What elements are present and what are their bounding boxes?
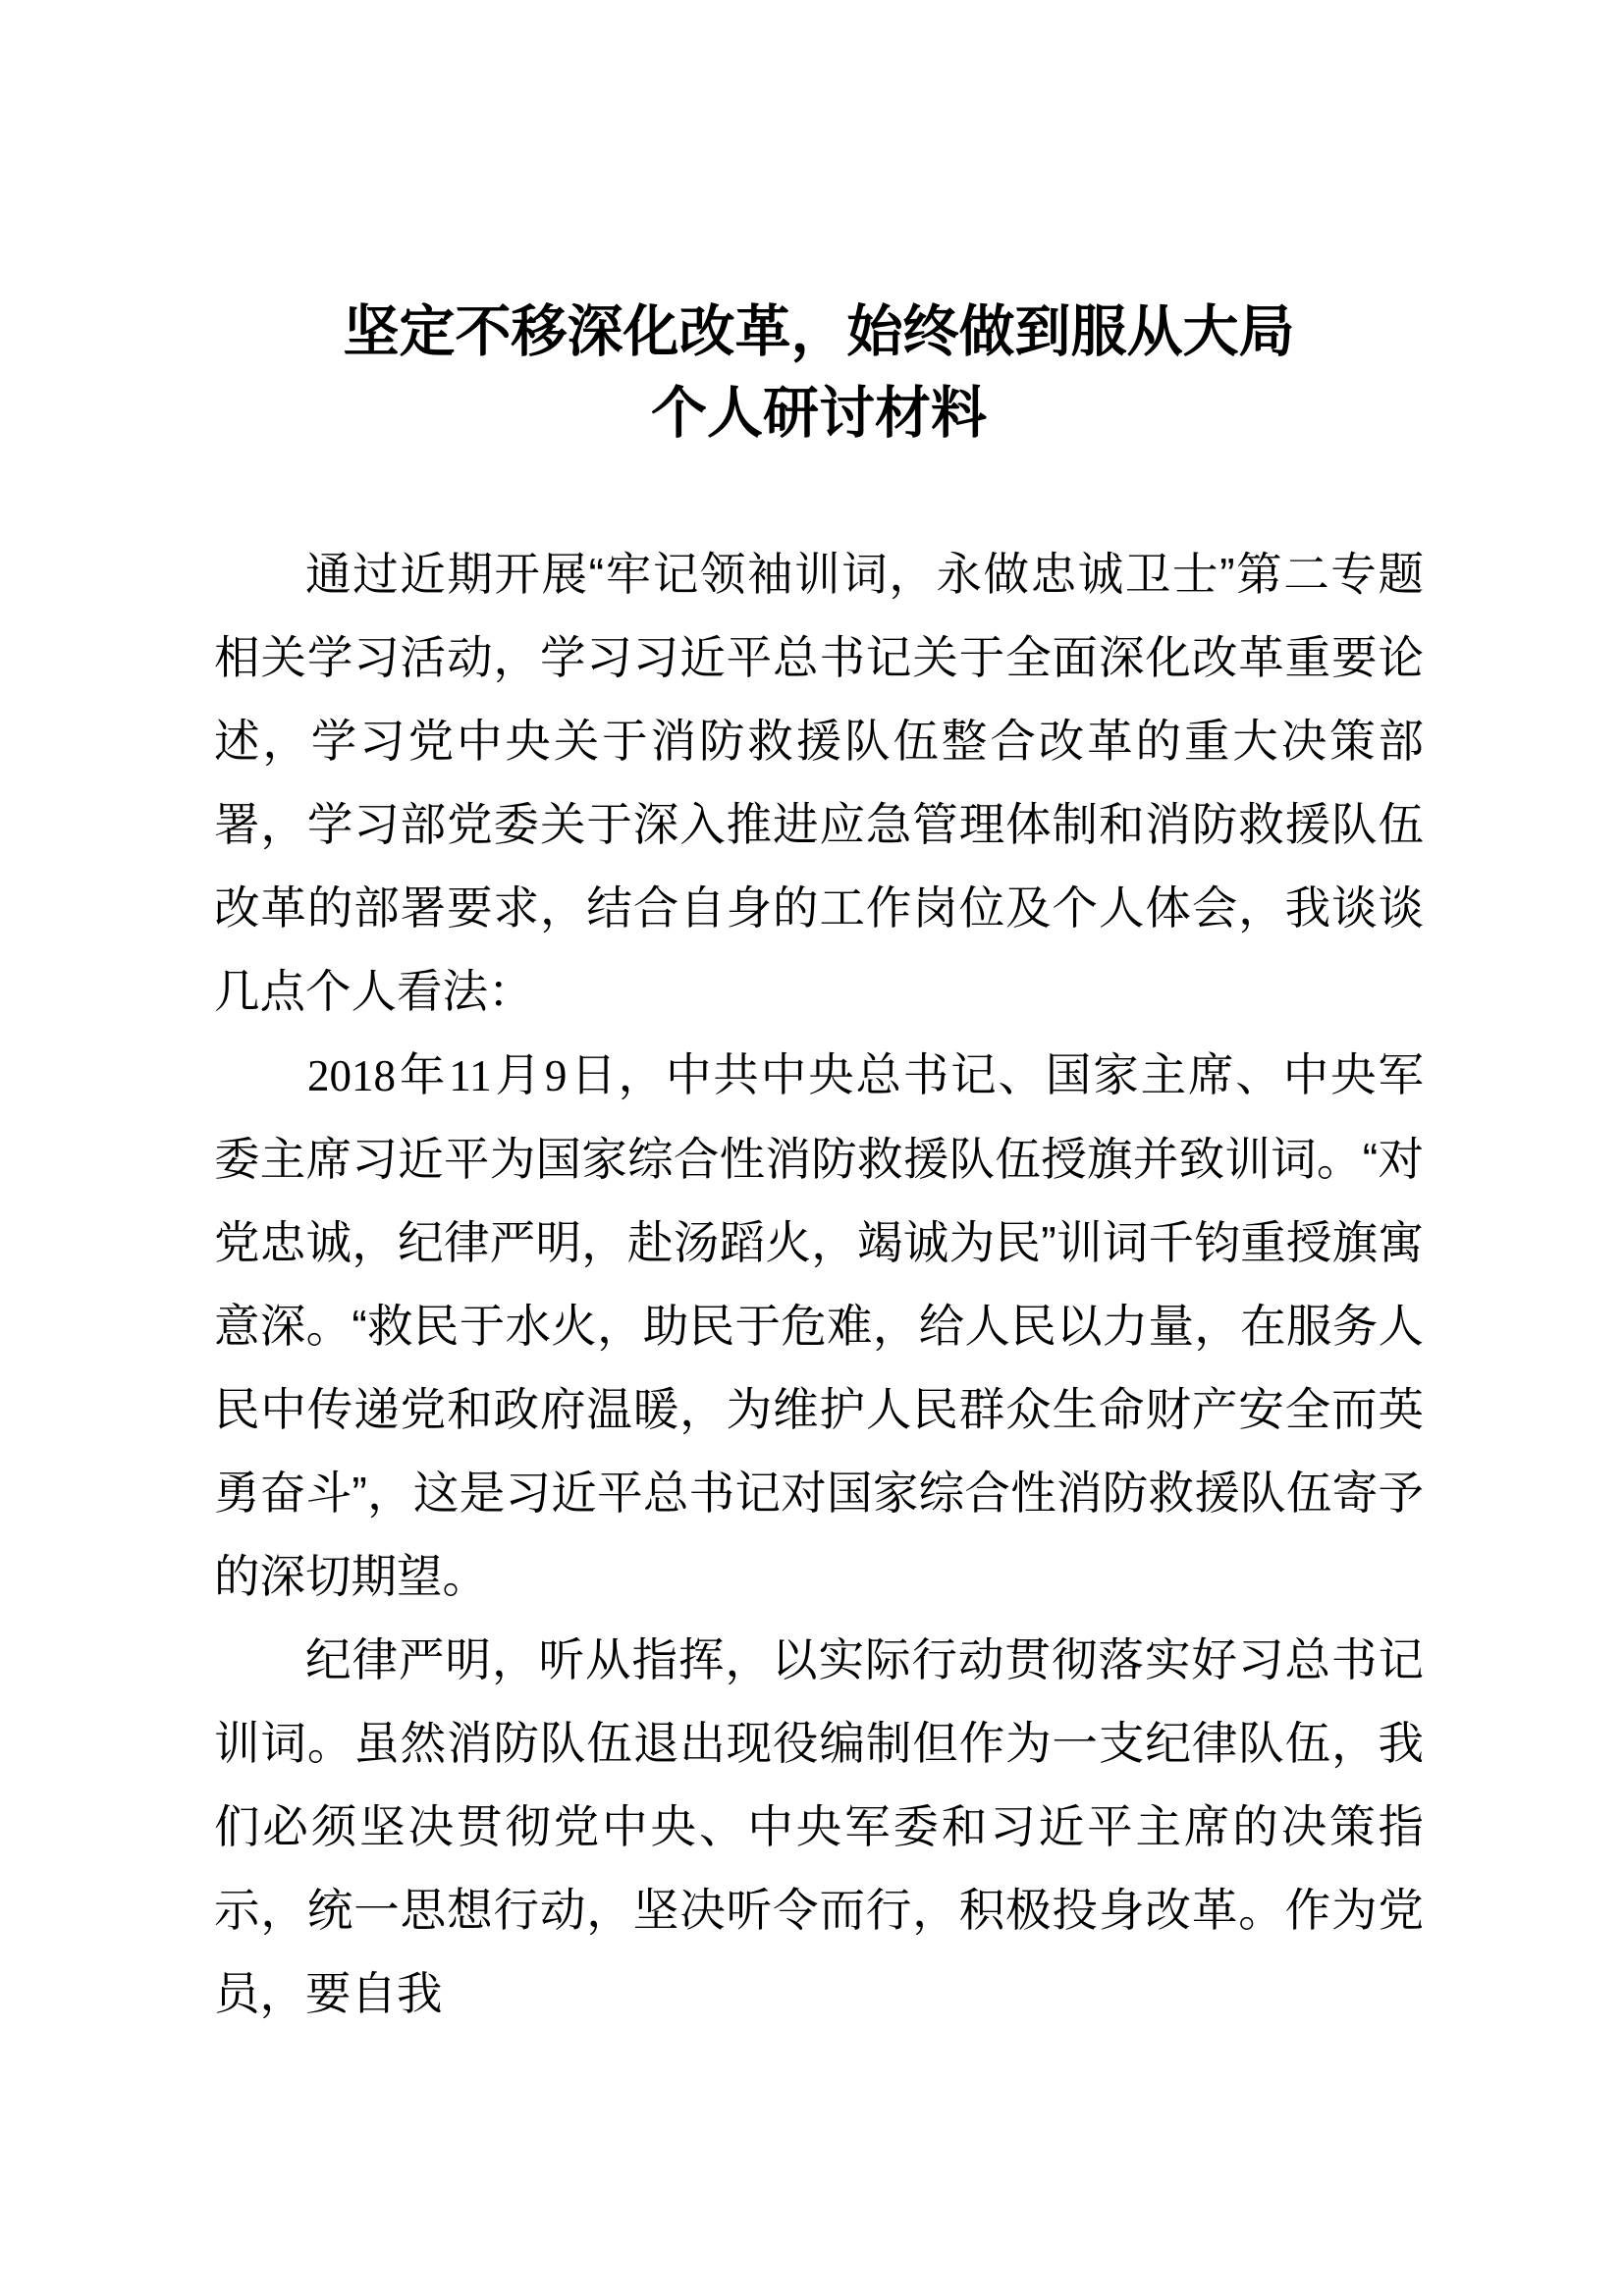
paragraph-1: 通过近期开展“牢记领袖训词，永做忠诚卫士”第二专题相关学习活动，学习习近平总书记关于全面深化改革重要论述，学习党中央关于消防救援队伍整合改革的重大决策部署，学习部党委关于深入推进应急管理体制和消防救援队伍改革的部署要求，结合自身的工作岗位及个人体会，我谈谈几点个人看法： — [214, 549, 1424, 1017]
numeral-run: 11 — [449, 1051, 492, 1100]
text-run: 月 — [493, 1049, 543, 1100]
title-line-1: 坚定不移深化改革，始终做到服从大局 — [343, 300, 1295, 363]
document-body — [214, 533, 1424, 2036]
top-margin-spacer — [214, 0, 1424, 292]
title-line-2: 个人研讨材料 — [651, 382, 987, 445]
document-content — [214, 0, 1424, 2036]
numeral-run: 2018 — [307, 1051, 396, 1100]
text-run: 日，中共中央总书记、国家主席、中央军委主席习近平为国家综合性消防救援队伍授旗并致训词。“对党忠诚，纪律严明，赴汤蹈火，竭诚为民”训词千钧重授旗寓意深。“救民于水火，助民于危难，给人民以力量，在服务人民中传递党和政府温暖，为维护人民群众生命财产安全而英勇奋斗”，这是习近平总书记对国家综合性消防救援队伍寄予的深切期望。 — [214, 1049, 1425, 1602]
paragraph-3: 纪律严明，听从指挥，以实际行动贯彻落实好习总书记训词。虽然消防队伍退出现役编制但作为一支纪律队伍，我们必须坚决贯彻党中央、中央军委和习近平主席的决策指示，统一思想行动，坚决听令而行，积极投身改革。作为党员，要自我 — [214, 1634, 1424, 2019]
page-title — [214, 292, 1424, 454]
title-body-gap — [214, 454, 1424, 533]
text-run: 年 — [398, 1049, 448, 1100]
numeral-run: 9 — [544, 1051, 568, 1100]
paragraph-2 — [214, 1034, 1424, 1619]
